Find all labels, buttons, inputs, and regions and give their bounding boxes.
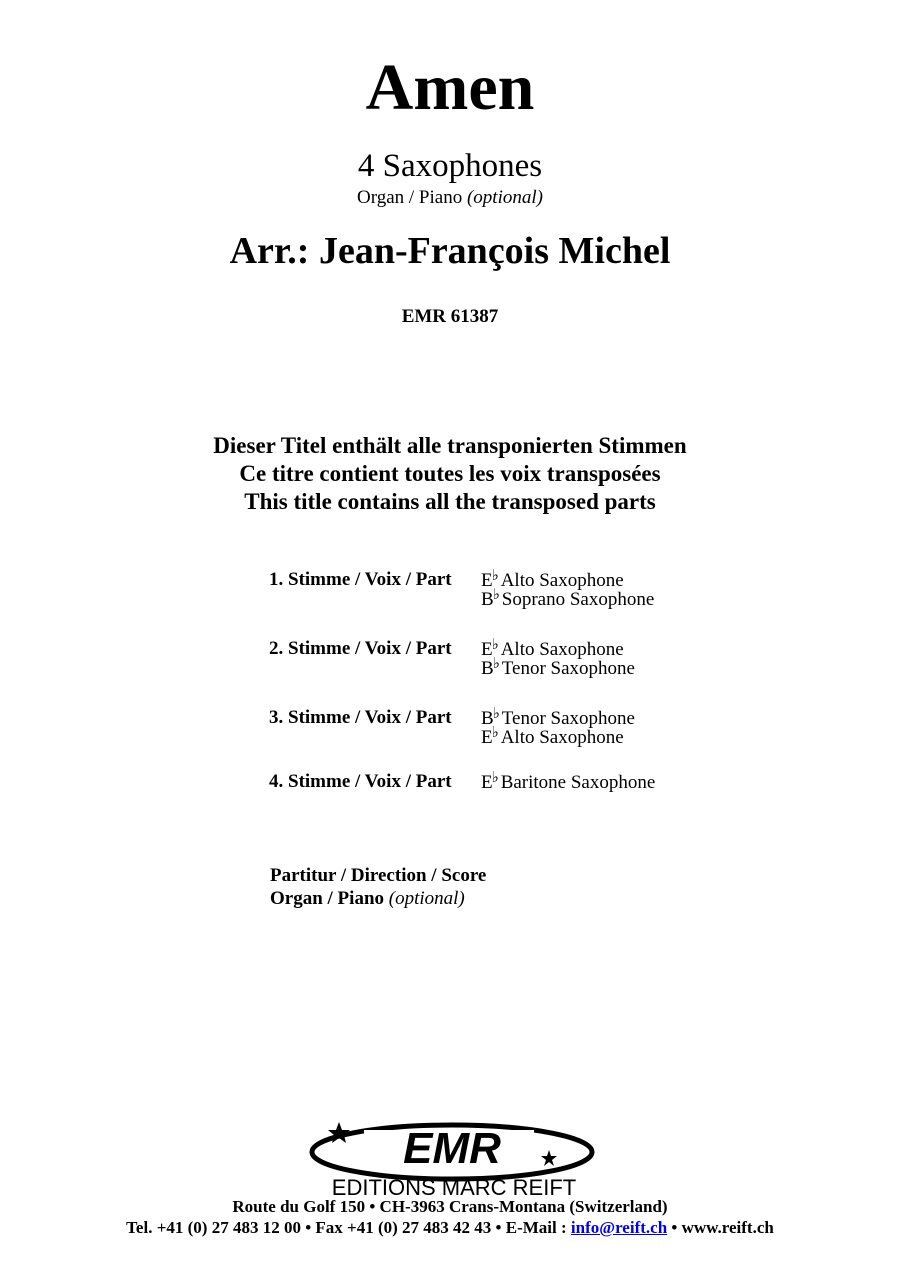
transposed-parts-notice (0, 432, 900, 516)
notice-german: Dieser Titel enthält alle transponierten Stimmen (213, 433, 687, 458)
catalog-number: EMR 61387 (401, 306, 499, 327)
instrument-line: E♭ Alto Saxophone (481, 637, 624, 660)
notice-english: This title contains all the transposed parts (244, 489, 656, 514)
publisher-contact: Tel. +41 (0) 27 483 12 00 • Fax +41 (0) 27 483 42 43 • E-Mail : info@reift.ch • www.reift.ch (126, 1218, 774, 1237)
instrument-line: B♭ Soprano Saxophone (481, 586, 655, 610)
instrumentation (0, 186, 900, 210)
title: Amen (365, 51, 535, 124)
part-label: 3. Stimme / Voix / Part (269, 707, 452, 728)
flat-icon: ♭ (491, 637, 499, 653)
notice-french: Ce titre contient toutes les voix transposées (239, 461, 661, 486)
part-label: 1. Stimme / Voix / Part (269, 569, 452, 590)
flat-icon: ♭ (491, 770, 499, 786)
part-instruments (481, 637, 635, 679)
flat-icon: ♭ (491, 724, 499, 741)
score-line: Partitur / Direction / Score (270, 865, 487, 886)
arranger: Arr.: Jean-François Michel (229, 230, 671, 272)
email-link[interactable]: info@reift.ch (570, 1218, 668, 1237)
part-instruments (481, 770, 656, 793)
instrument-line: E♭ Baritone Saxophone (481, 770, 656, 793)
instrumentation-optional: (optional) (466, 187, 543, 208)
flat-icon: ♭ (491, 568, 499, 584)
instrument-line: B♭ Tenor Saxophone (481, 706, 635, 729)
instrumentation-main: Organ / Piano (357, 187, 463, 208)
flat-icon: ♭ (492, 706, 500, 722)
subtitle: 4 Saxophones (357, 148, 543, 184)
publisher-name: EDITIONS MARC REIFT (331, 1175, 577, 1198)
flat-icon: ♭ (492, 586, 500, 603)
part-label: 4. Stimme / Voix / Part (269, 771, 452, 792)
part-label: 2. Stimme / Voix / Part (269, 638, 452, 659)
emr-logo (244, 1108, 664, 1198)
score-info (270, 864, 486, 910)
instrument-line: E♭ Alto Saxophone (481, 724, 624, 748)
part-instruments (481, 706, 635, 748)
logo-mark: EMR (403, 1124, 501, 1173)
part-instruments (481, 568, 655, 610)
flat-icon: ♭ (492, 655, 500, 672)
instrument-line: B♭ Tenor Saxophone (481, 655, 635, 679)
score-organ-line: Organ / Piano (optional) (270, 888, 465, 909)
instrument-line: E♭ Alto Saxophone (481, 568, 624, 591)
publisher-address: Route du Golf 150 • CH-3963 Crans-Montana (Switzerland) (232, 1197, 668, 1216)
star-icon (541, 1150, 557, 1166)
